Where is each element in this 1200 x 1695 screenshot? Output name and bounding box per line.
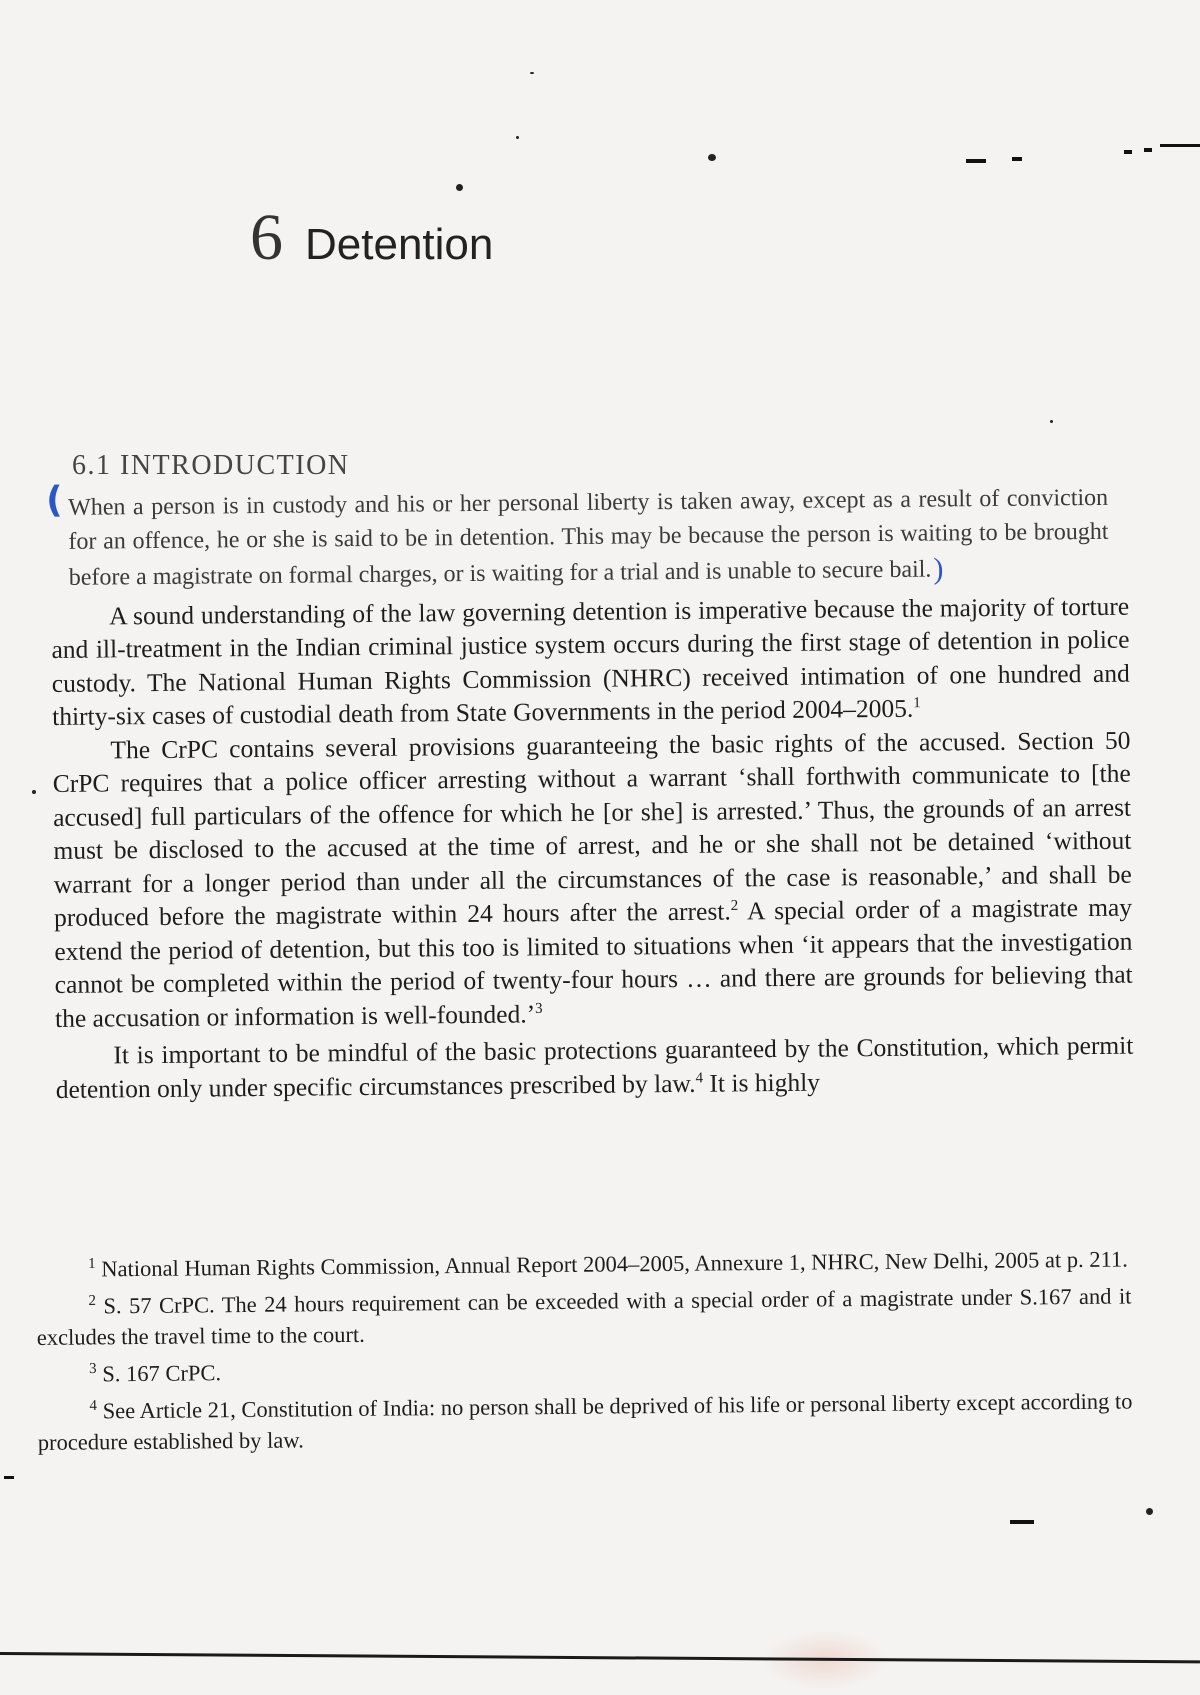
scan-mark [1144, 148, 1152, 152]
footnote-ref[interactable]: 2 [730, 897, 739, 914]
paragraph-detention-law [51, 589, 1130, 733]
footnote-number: 1 [88, 1255, 96, 1272]
chapter-heading [250, 201, 494, 274]
chapter-title: Detention [305, 220, 494, 269]
chapter-number: 6 [250, 201, 283, 274]
scan-speck [516, 136, 519, 139]
paragraph-text: When a person is in custody and his or her personal liberty is taken away, except as a result of conviction for an offence, he or she is said to be in detention. This may be because the person is waiting to be brought before a magistrate on formal charges, or is waiting for a trial and is unable to secure bail. [68, 484, 1109, 591]
footnote-number: 4 [89, 1397, 98, 1414]
footnote-text: S. 57 CrPC. The 24 hours requirement can be exceeded with a special order of a magistrate under S.167 and it excludes the travel time to the court. [36, 1283, 1132, 1350]
paragraph-constitution [55, 1029, 1134, 1106]
footnote [36, 1243, 1131, 1285]
footnote-text: S. 167 CrPC. [102, 1360, 222, 1387]
scan-mark [4, 1476, 14, 1479]
paragraph-intro [45, 479, 1109, 596]
footnote [37, 1385, 1133, 1458]
body-text [45, 479, 1134, 1106]
scan-speck [456, 184, 463, 191]
scan-mark [966, 159, 986, 163]
footnote-ref[interactable]: 1 [913, 695, 921, 712]
scan-mark [1012, 157, 1022, 161]
footnote-text: See Article 21, Constitution of India: no person shall be deprived of his life or personal liberty except according to procedure established by law. [37, 1388, 1133, 1455]
paragraph-text: A special order of a magistrate may extend the period of detention, but this too is limited to situations when ‘it appears that the investigation cannot be completed within the period of twenty-four hours … and there are grounds for believing that the accusation or information is well-founded.’ [54, 892, 1133, 1033]
scan-mark [1124, 150, 1132, 154]
footnotes [36, 1243, 1133, 1464]
scan-speck [530, 72, 534, 74]
section-heading: 6.1 INTRODUCTION [72, 450, 350, 481]
page-edge-rule [0, 1652, 1200, 1663]
paragraph-text: The CrPC contains several provisions guaranteeing the basic rights of the accused. Section 50 CrPC requires that a police officer arresting without a warrant ‘shall forthwith communicate to [the accused] full particulars of the offence for which he [or she] is arrested.’ Thus, the grounds of an arrest must be disclosed to the accused at the time of arrest, and he or she shall not be detained ‘without warrant for a longer period than under all the circumstances of the case is reasonable,’ and shall be produced before the magistrate within 24 hours after the arrest. [52, 725, 1132, 932]
scan-mark [1010, 1520, 1034, 1524]
scan-mark [1160, 144, 1200, 147]
scan-speck [32, 790, 36, 794]
footnote-number: 2 [88, 1292, 97, 1309]
footnote [37, 1348, 1132, 1390]
footnote-ref[interactable]: 3 [535, 1000, 543, 1017]
scan-speck [1146, 1508, 1153, 1515]
paragraph-text: It is highly [702, 1067, 821, 1098]
handwritten-open-bracket: ( [45, 479, 63, 522]
paragraph-text: It is important to be mindful of the basic protections guaranteed by the Constitution, which permit detention only under specific circumstances prescribed by law. [55, 1030, 1134, 1104]
paragraph-text: A sound understanding of the law governing detention is imperative because the majority of torture and ill-treatment in the Indian criminal justice system occurs during the first stage of detention in police custody. The National Human Rights Commission (NHRC) received intimation of one hundred and thirty-six cases of custodial death from State Governments in the period 2004–2005. [51, 591, 1130, 731]
footnote-text: National Human Rights Commission, Annual Report 2004–2005, Annexure 1, NHRC, New Delhi, 2005 at p. 211. [101, 1246, 1128, 1282]
paragraph-crpc [52, 723, 1133, 1035]
footnote-ref[interactable]: 4 [695, 1069, 704, 1086]
handwritten-close-bracket: ) [933, 552, 944, 586]
footnote-number: 3 [89, 1360, 97, 1377]
scan-speck [1050, 420, 1053, 423]
scan-speck [708, 154, 716, 161]
footnote [36, 1280, 1132, 1353]
